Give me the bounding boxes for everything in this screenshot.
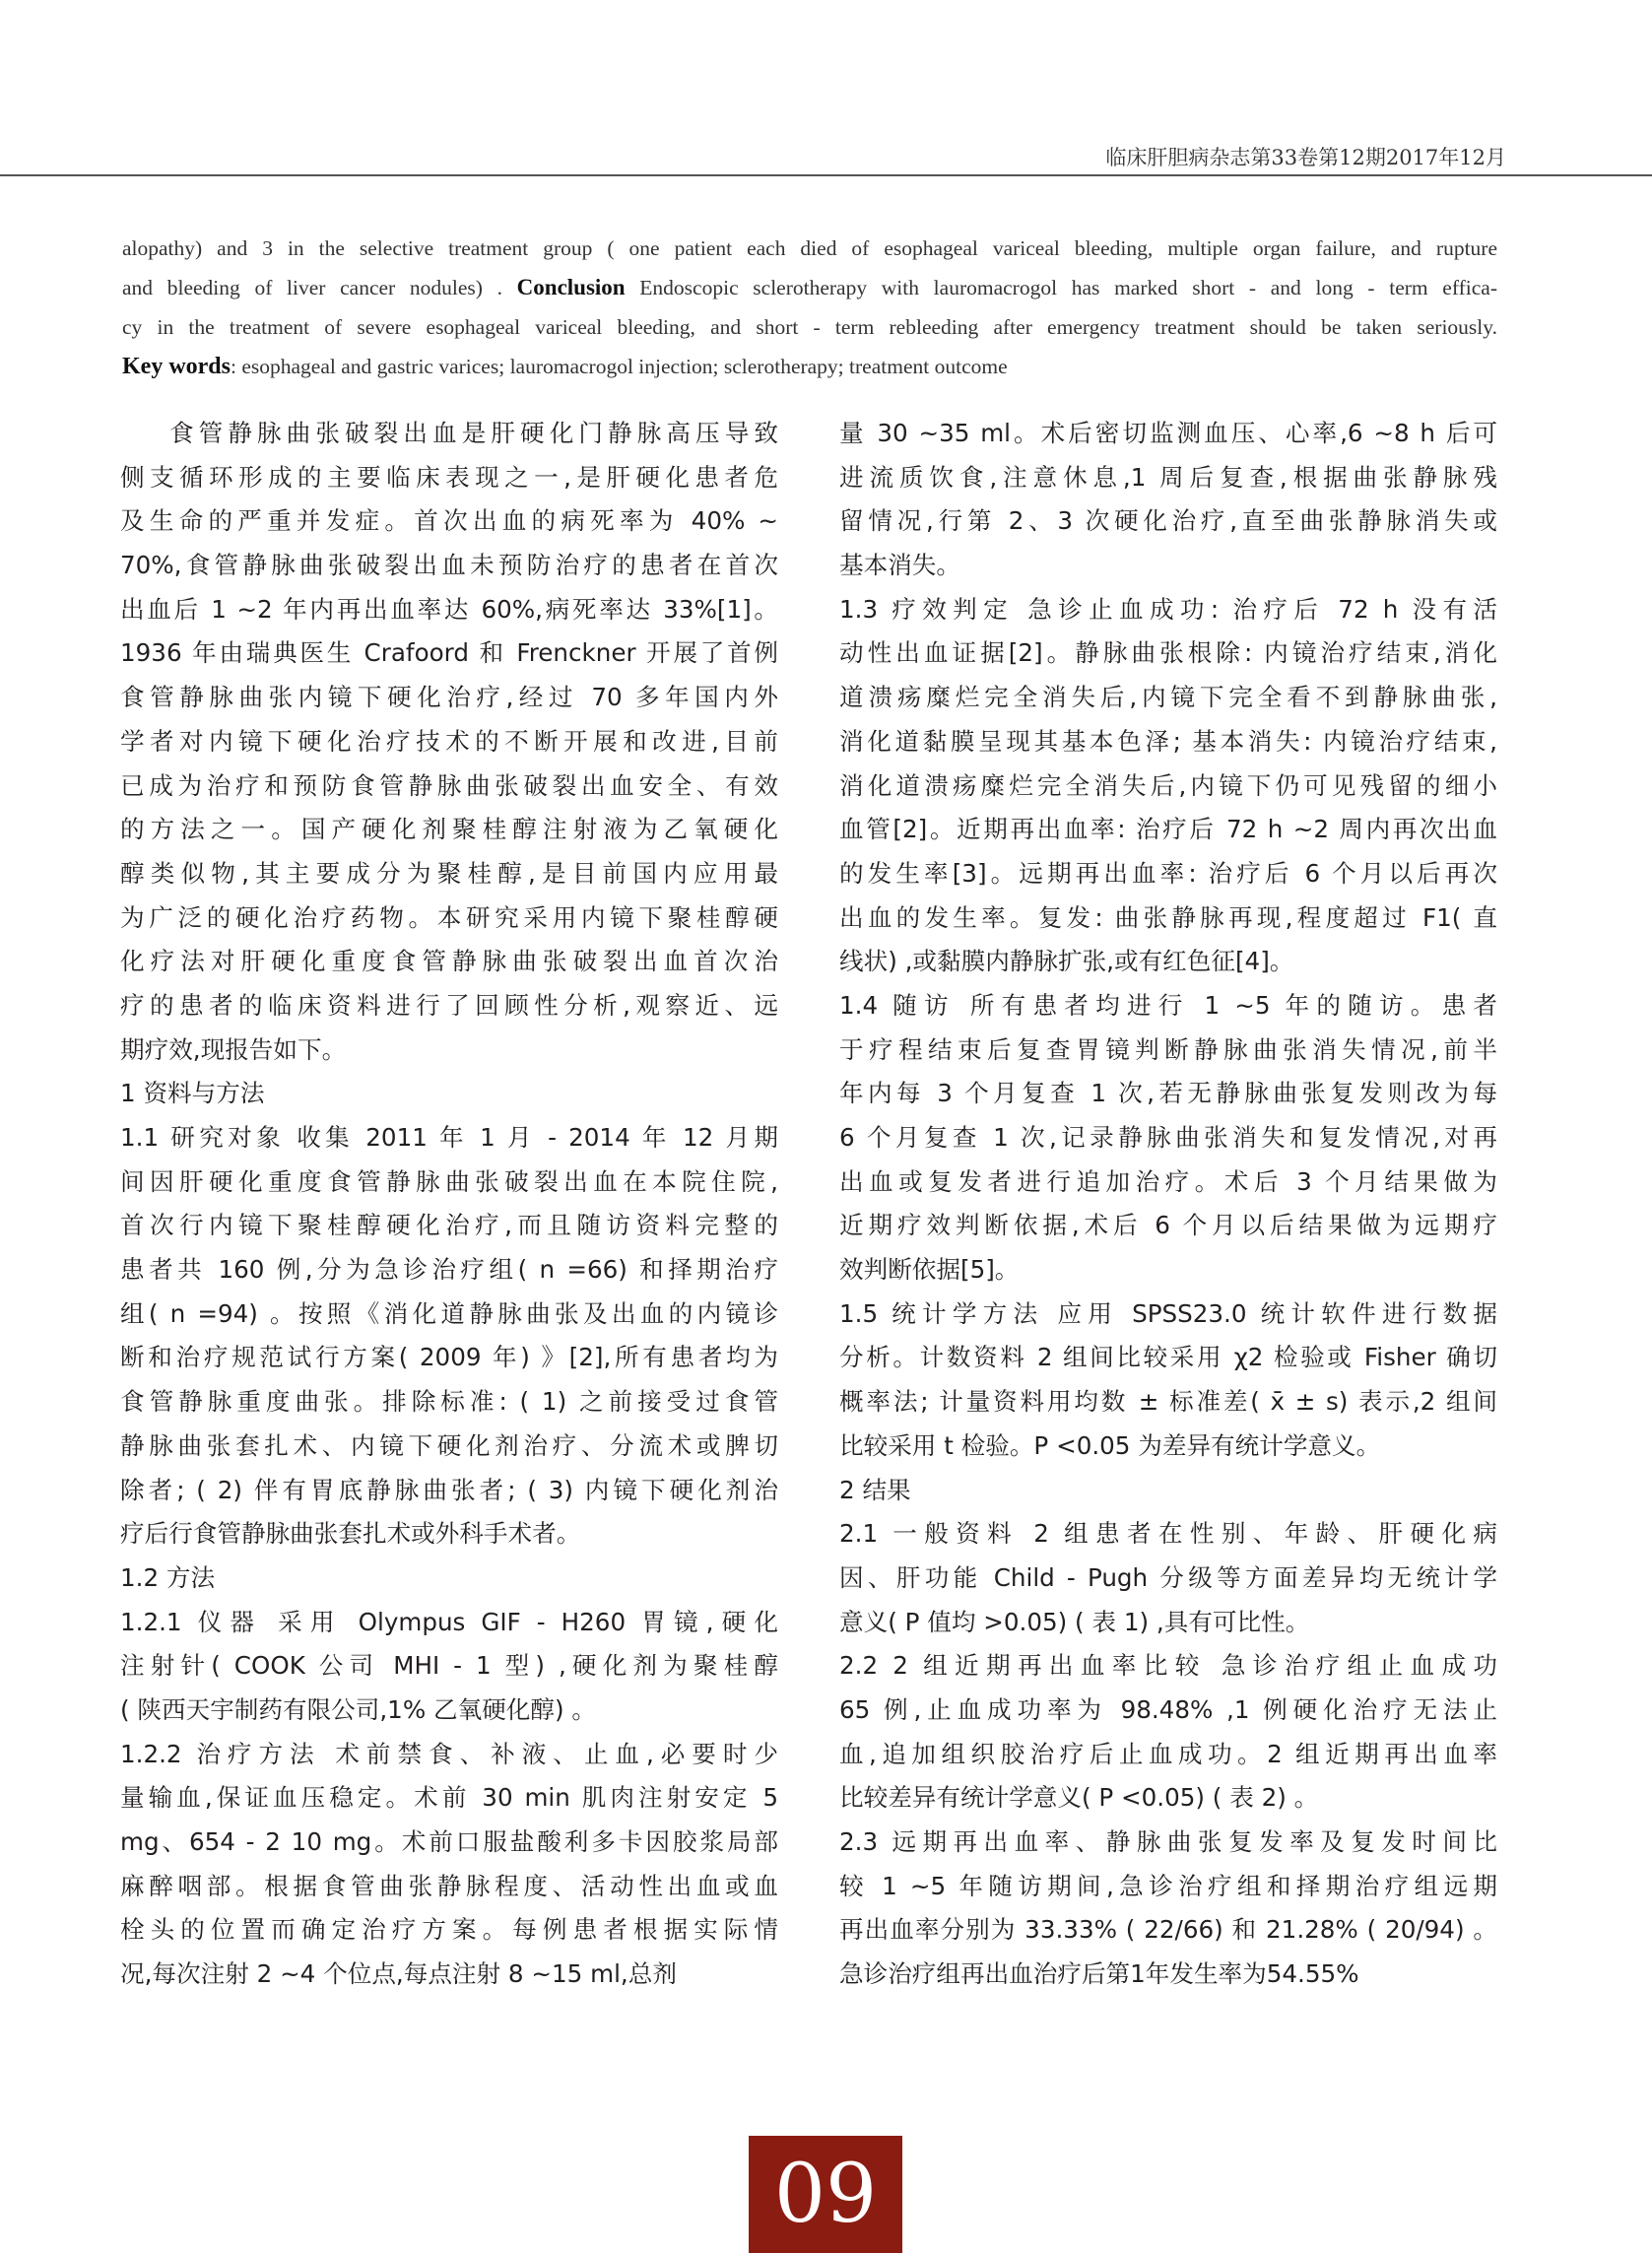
abstract-line-2: [122, 268, 1497, 307]
text-line: 疗后行食管静脉曲张套扎术或外科手术者。: [120, 1519, 581, 1549]
text-line: 已成为治疗和预防食管静脉曲张破裂出血安全、有效: [120, 770, 778, 800]
text-line: 线状) ,或黏膜内静脉扩张,或有红色征[4]。: [839, 947, 1294, 976]
text-line: 醇类似物,其主要成分为聚桂醇,是目前国内应用最: [120, 858, 778, 888]
text-line: 2.2 2 组近期再出血率比较 急诊治疗组止血成功: [839, 1651, 1497, 1681]
text-line: 近期疗效判断依据,术后 6 个月以后结果做为远期疗: [839, 1211, 1497, 1240]
text-line: 65 例,止血成功率为 98.48% ,1 例硬化治疗无法止: [839, 1694, 1497, 1724]
text-line: 于疗程结束后复查胃镜判断静脉曲张消失情况,前半: [839, 1034, 1497, 1064]
text-line: 1.2 方法: [120, 1562, 216, 1592]
text-line: 比较差异有统计学意义( P <0.05) ( 表 2) 。: [839, 1783, 1319, 1813]
text-line: 较 1 ~5 年随访期间,急诊治疗组和择期治疗组远期: [839, 1871, 1497, 1900]
text-line: 2 结果: [839, 1475, 911, 1504]
abstract-conclusion-text: Endoscopic sclerotherapy with lauromacrogol has marked short - and long - term effica-: [639, 276, 1497, 299]
text-line: 侧支循环形成的主要临床表现之一,是肝硬化患者危: [120, 462, 778, 492]
english-abstract: [122, 229, 1497, 386]
text-line: 概率法; 计量资料用均数 ± 标准差( x̄ ± s) 表示,2 组间: [839, 1387, 1497, 1417]
text-line: 再出血率分别为 33.33% ( 22/66) 和 21.28% ( 20/94) 。: [839, 1915, 1497, 1945]
text-line: 1.1 研究对象 收集 2011 年 1 月 - 2014 年 12 月期: [120, 1123, 778, 1152]
text-line: 食管静脉曲张破裂出血是肝硬化门静脉高压导致: [169, 419, 778, 447]
text-line: 1.2.2 治疗方法 术前禁食、补液、止血,必要时少: [120, 1739, 778, 1768]
text-line: 除者; ( 2) 伴有胃底静脉曲张者; ( 3) 内镜下硬化剂治: [120, 1475, 778, 1504]
abstract-line-1: alopathy) and 3 in the selective treatment group ( one patient each died of esophageal variceal bleeding, multiple organ failure, and rupture: [122, 236, 1497, 260]
text-line: 食管静脉重度曲张。排除标准: ( 1) 之前接受过食管: [120, 1387, 778, 1417]
text-line: 的方法之一。国产硬化剂聚桂醇注射液为乙氧硬化: [120, 815, 778, 844]
text-line: 2.1 一般资料 2 组患者在性别、年龄、肝硬化病: [839, 1519, 1497, 1549]
page-number: 09: [773, 2148, 878, 2241]
text-line: 动性出血证据[2]。静脉曲张根除: 内镜治疗结束,消化: [839, 638, 1497, 668]
text-line: mg、654 - 2 10 mg。术前口服盐酸利多卡因胶浆局部: [120, 1827, 778, 1856]
text-line: 静脉曲张套扎术、内镜下硬化剂治疗、分流术或脾切: [120, 1430, 778, 1460]
text-line: 量 30 ~35 ml。术后密切监测血压、心率,6 ~8 h 后可: [839, 419, 1497, 447]
abstract-line-3: cy in the treatment of severe esophageal variceal bleeding, and short - term rebleeding after emergency treatment should be taken seriously.: [122, 315, 1497, 339]
text-line: 1.4 随访 所有患者均进行 1 ~5 年的随访。患者: [839, 990, 1497, 1020]
text-line: 断和治疗规范试行方案( 2009 年) 》[2],所有患者均为: [120, 1343, 778, 1372]
text-line: 出血后 1 ~2 年内再出血率达 60%,病死率达 33%[1]。: [120, 594, 778, 624]
keywords-line: [122, 347, 1497, 386]
text-line: 因、肝功能 Child - Pugh 分级等方面差异均无统计学: [839, 1562, 1497, 1592]
text-line: 消化道黏膜呈现其基本色泽; 基本消失: 内镜治疗结束,: [839, 726, 1497, 756]
text-line: 食管静脉曲张内镜下硬化治疗,经过 70 多年国内外: [120, 683, 778, 712]
text-line: 进流质饮食,注意休息,1 周后复查,根据曲张静脉残: [839, 462, 1497, 492]
text-line: 留情况,行第 2、3 次硬化治疗,直至曲张静脉消失或: [839, 506, 1497, 536]
text-line: 70%,食管静脉曲张破裂出血未预防治疗的患者在首次: [120, 551, 778, 580]
text-line: 1 资料与方法: [120, 1079, 265, 1108]
text-line: 年内每 3 个月复查 1 次,若无静脉曲张复发则改为每: [839, 1079, 1497, 1108]
text-line: 效判断依据[5]。: [839, 1255, 1020, 1285]
text-line: 栓头的位置而确定治疗方案。每例患者根据实际情: [120, 1915, 778, 1945]
conclusion-label: Conclusion: [516, 275, 626, 299]
text-line: 1936 年由瑞典医生 Crafoord 和 Frenckner 开展了首例: [120, 638, 778, 668]
text-line: 组( n =94) 。按照《消化道静脉曲张及出血的内镜诊: [120, 1298, 778, 1328]
text-line: 出血的发生率。复发: 曲张静脉再现,程度超过 F1( 直: [839, 902, 1497, 932]
text-line: 间因肝硬化重度食管静脉曲张破裂出血在本院住院,: [120, 1166, 778, 1196]
keywords-label: Key words: [122, 354, 231, 379]
text-line: 况,每次注射 2 ~4 个位点,每点注射 8 ~15 ml,总剂: [120, 1959, 677, 1989]
text-line: 的发生率[3]。远期再出血率: 治疗后 6 个月以后再次: [839, 858, 1497, 888]
text-line: 学者对内镜下硬化治疗技术的不断开展和改进,目前: [120, 726, 778, 756]
text-line: 意义( P 值均 >0.05) ( 表 1) ,具有可比性。: [839, 1607, 1310, 1636]
text-line: 为广泛的硬化治疗药物。本研究采用内镜下聚桂醇硬: [120, 902, 778, 932]
text-line: ( 陕西天宇制药有限公司,1% 乙氧硬化醇) 。: [120, 1694, 596, 1724]
text-line: 1.5 统计学方法 应用 SPSS23.0 统计软件进行数据: [839, 1298, 1497, 1328]
text-line: 1.3 疗效判定 急诊止血成功: 治疗后 72 h 没有活: [839, 594, 1497, 624]
text-line: 基本消失。: [839, 551, 960, 580]
text-line: 2.3 远期再出血率、静脉曲张复发率及复发时间比: [839, 1827, 1497, 1856]
text-line: 血,追加组织胶治疗后止血成功。2 组近期再出血率: [839, 1739, 1497, 1768]
text-line: 血管[2]。近期再出血率: 治疗后 72 h ~2 周内再次出血: [839, 815, 1497, 844]
text-line: 患者共 160 例,分为急诊治疗组( n =66) 和择期治疗: [120, 1255, 778, 1285]
text-line: 麻醉咽部。根据食管曲张静脉程度、活动性出血或血: [120, 1871, 778, 1900]
page-header: [0, 0, 1652, 179]
text-line: 化疗法对肝硬化重度食管静脉曲张破裂出血首次治: [120, 947, 778, 976]
text-line: 量输血,保证血压稳定。术前 30 min 肌肉注射安定 5: [120, 1783, 778, 1813]
text-line: 消化道溃疡糜烂完全消失后,内镜下仍可见残留的细小: [839, 770, 1497, 800]
keywords-text: : esophageal and gastric varices; lauromacrogol injection; sclerotherapy; treatment outcome: [231, 355, 1008, 378]
text-line: 注射针( COOK 公司 MHI - 1 型) ,硬化剂为聚桂醇: [120, 1651, 778, 1681]
text-line: 疗的患者的临床资料进行了回顾性分析,观察近、远: [120, 990, 778, 1020]
header-rule: [0, 174, 1652, 176]
text-line: 期疗效,现报告如下。: [120, 1034, 347, 1064]
left-column: [120, 412, 778, 1997]
journal-running-title: 临床肝胆病杂志第33卷第12期2017年12月: [1105, 146, 1506, 169]
text-line: 比较采用 t 检验。P <0.05 为差异有统计学意义。: [839, 1430, 1381, 1460]
text-line: 6 个月复查 1 次,记录静脉曲张消失和复发情况,对再: [839, 1123, 1497, 1152]
text-line: 急诊治疗组再出血治疗后第1年发生率为54.55%: [839, 1959, 1359, 1989]
right-column: [839, 412, 1497, 1997]
abstract-results-tail: and bleeding of liver cancer nodules) .: [122, 276, 502, 299]
text-line: 道溃疡糜烂完全消失后,内镜下完全看不到静脉曲张,: [839, 683, 1497, 712]
text-line: 首次行内镜下聚桂醇硬化治疗,而且随访资料完整的: [120, 1211, 778, 1240]
text-line: 出血或复发者进行追加治疗。术后 3 个月结果做为: [839, 1166, 1497, 1196]
text-line: 1.2.1 仪器 采用 Olympus GIF - H260 胃镜,硬化: [120, 1607, 778, 1636]
text-line: 及生命的严重并发症。首次出血的病死率为 40% ~: [120, 506, 778, 536]
page-number-box: [749, 2136, 902, 2253]
text-line: 分析。计数资料 2 组间比较采用 χ2 检验或 Fisher 确切: [839, 1343, 1497, 1372]
